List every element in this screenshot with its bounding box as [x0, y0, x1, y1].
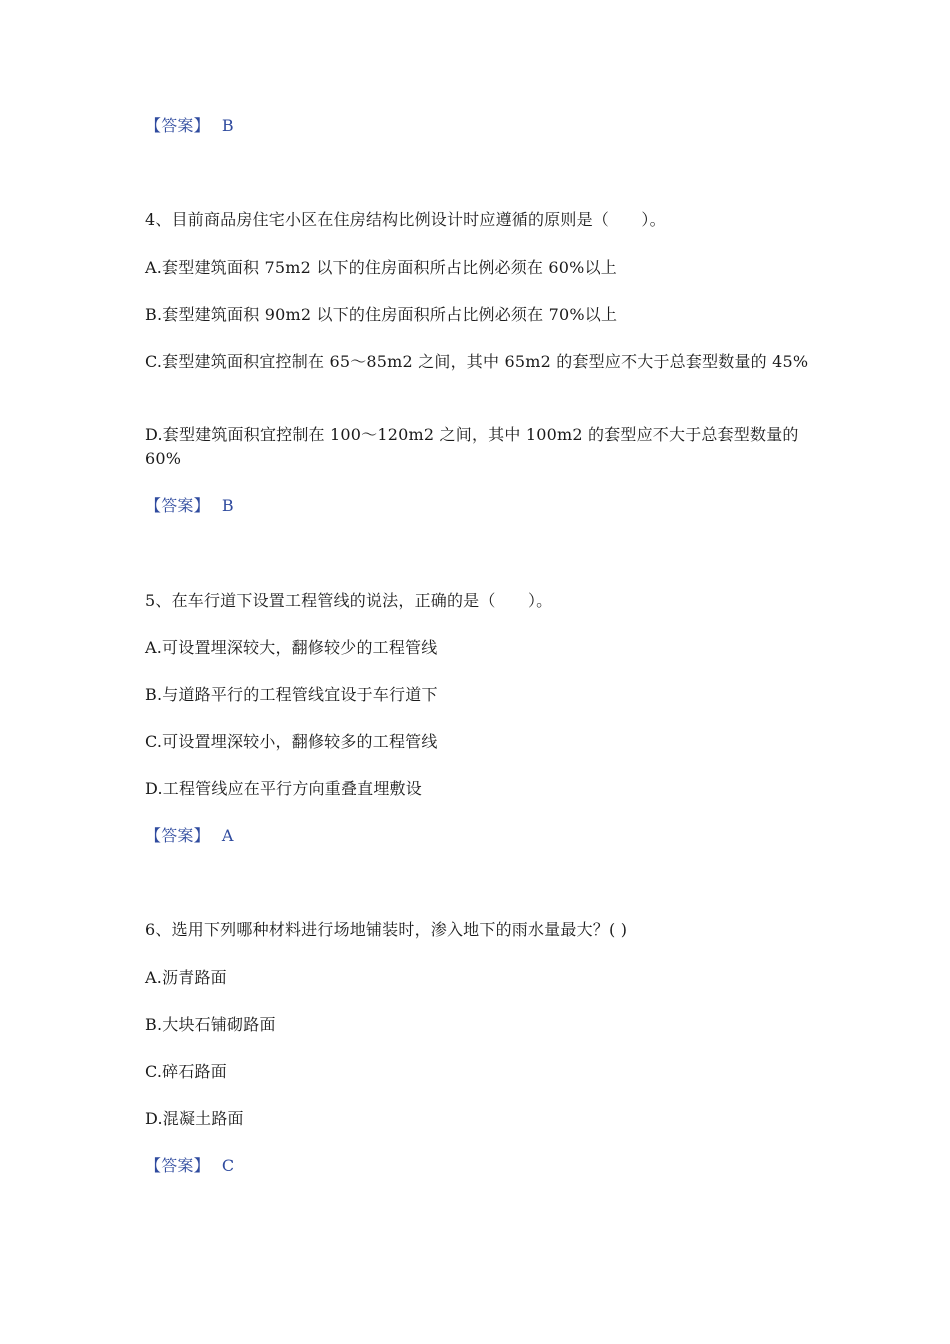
answer-label: 【答案】	[145, 1156, 210, 1175]
answer-label: 【答案】	[145, 116, 210, 135]
question-6-option-b: B.大块石铺砌路面	[145, 1015, 276, 1034]
question-5-option-a: A.可设置埋深较大，翻修较少的工程管线	[145, 638, 438, 657]
answer-q5	[145, 824, 234, 848]
answer-value: B	[221, 116, 234, 135]
question-6-option-c: C.碎石路面	[145, 1062, 227, 1081]
answer-value: A	[221, 826, 234, 845]
answer-label: 【答案】	[145, 496, 210, 515]
answer-value: B	[221, 496, 234, 515]
answer-value: C	[221, 1156, 235, 1175]
question-4-stem: 4、目前商品房住宅小区在住房结构比例设计时应遵循的原则是（ ）。	[145, 210, 666, 229]
question-5-stem: 5、在车行道下设置工程管线的说法，正确的是（ ）。	[145, 591, 553, 610]
question-5-option-d: D.工程管线应在平行方向重叠直埋敷设	[145, 779, 422, 798]
question-5-option-b: B.与道路平行的工程管线宜设于车行道下	[145, 685, 438, 704]
answer-q4	[145, 494, 234, 518]
question-6-stem: 6、选用下列哪种材料进行场地铺装时，渗入地下的雨水量最大？( )	[145, 920, 628, 939]
question-5-option-c: C.可设置埋深较小，翻修较多的工程管线	[145, 732, 438, 751]
question-4-option-c: C.套型建筑面积宜控制在 65～85m2 之间，其中 65m2 的套型应不大于总套型数量的 45%	[145, 352, 809, 371]
question-4-option-d: D.套型建筑面积宜控制在 100～120m2 之间，其中 100m2 的套型应不大于总套型数量的 60%	[145, 425, 799, 468]
question-4-option-b: B.套型建筑面积 90m2 以下的住房面积所占比例必须在 70%以上	[145, 305, 618, 324]
answer-label: 【答案】	[145, 826, 210, 845]
question-4-option-a: A.套型建筑面积 75m2 以下的住房面积所占比例必须在 60%以上	[145, 258, 617, 277]
question-6-option-d: D.混凝土路面	[145, 1109, 244, 1128]
answer-q3	[145, 114, 234, 138]
answer-q6	[145, 1154, 234, 1178]
question-6-option-a: A.沥青路面	[145, 968, 227, 987]
